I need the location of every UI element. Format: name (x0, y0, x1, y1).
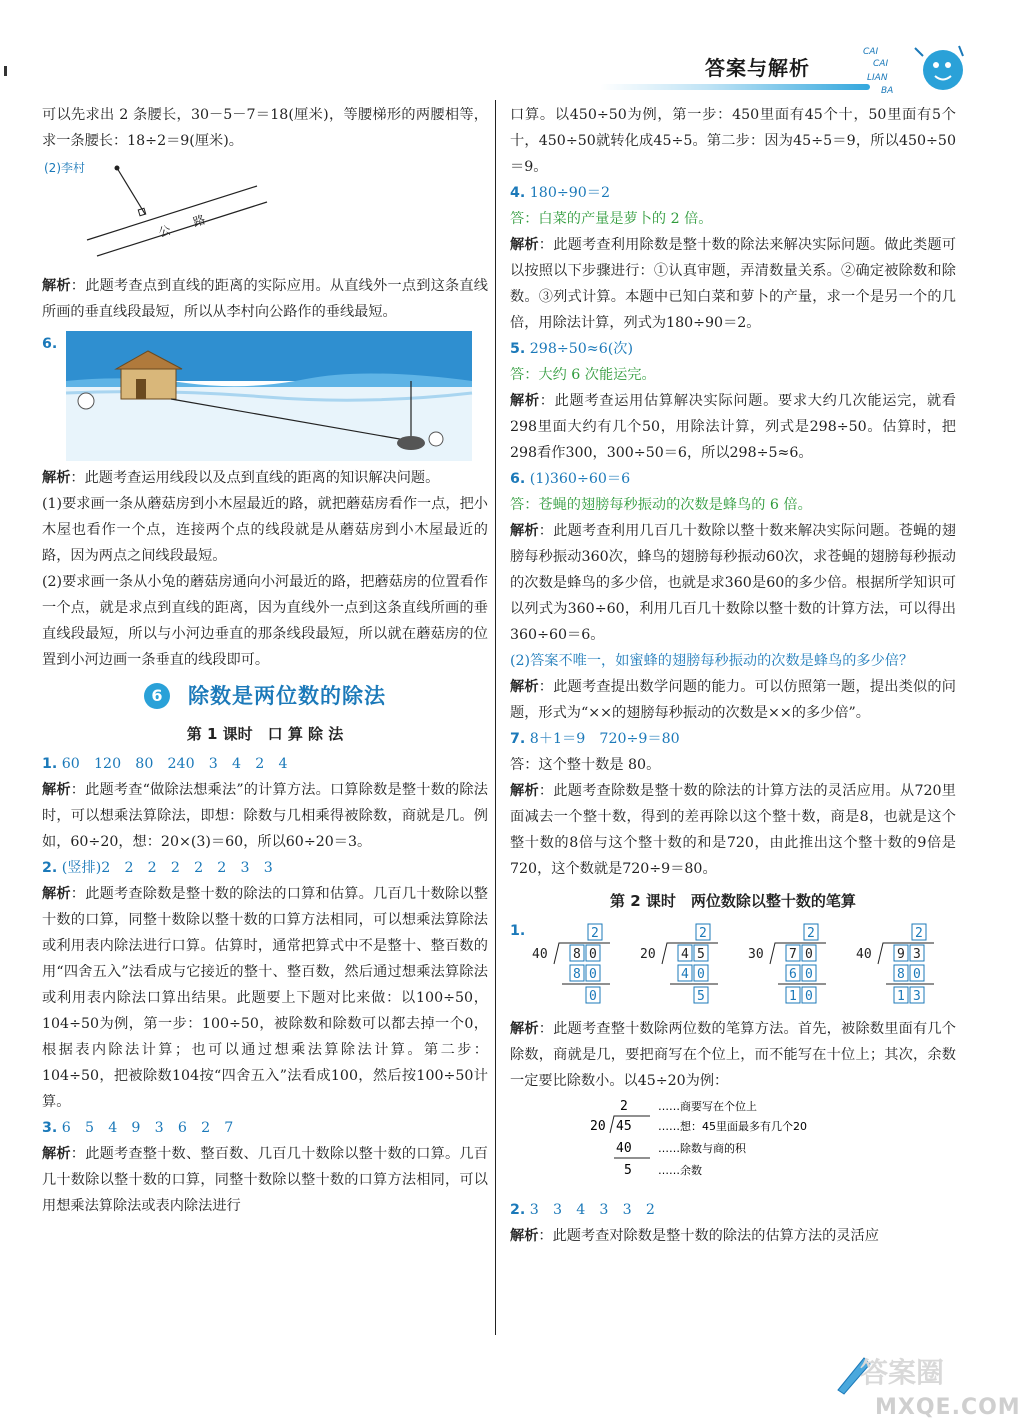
header-line (600, 84, 870, 90)
divisor: 20 (640, 947, 656, 962)
explain-text: ：此题考查运用估算解决实际问题。要求大约几次能运完，就看298里面大约有几个50，用除法计算，列式是298÷50。估算时，把298看作300，300÷50＝6，所以298÷5≈6。 (510, 393, 956, 461)
example-note-q: ……商要写在个位上 (658, 1100, 757, 1113)
product-ones: 0 (913, 967, 921, 982)
lesson-title-2: 第 2 课时 两位数除以整十数的笔算 (610, 892, 856, 910)
answer-4-statement: 答：白菜的产量是萝卜的 2 倍。 (510, 211, 713, 227)
dividend-tens: 7 (789, 947, 797, 962)
explain-a7 (510, 778, 956, 882)
product-tens: 8 (573, 967, 581, 982)
product-tens: 4 (681, 967, 689, 982)
answer-7 (510, 726, 956, 752)
question-number: 6. (510, 471, 526, 487)
explain-a3 (42, 1141, 488, 1219)
explain-label: 解析 (42, 782, 71, 798)
svg-text:BA: BA (881, 86, 894, 96)
answer-text: 298÷50≈6(次) (529, 341, 633, 357)
answer-6-statement: 答：苍蝇的翅膀每秒振动的次数是蜂鸟的 6 倍。 (510, 497, 812, 513)
explain-text: ：此题考查整十数、整百数、几百几十数除以整十数的口算。几百几十数除以整十数的口算，同整十数除以整十数的口算方法相同，可以用想乘法算除法或表内除法进行 (42, 1146, 488, 1214)
column-divider (495, 100, 496, 1335)
explain-text: ：此题考查运用线段以及点到直线的距离的知识解决问题。 (70, 470, 440, 486)
q6-figure-block (42, 331, 488, 461)
long-division-1 (532, 922, 622, 1008)
answer-text: 60 120 80 240 3 4 2 4 (61, 756, 288, 772)
right-para-1: 口算。以450÷50为例，第一步：450里面有45个十，50里面有5个十，450÷50就转化成45÷5。第二步：因为45÷5＝9，所以450÷50＝9。 (510, 107, 956, 175)
explain-label: 解析 (42, 278, 71, 294)
left-explain-1 (42, 273, 488, 325)
example-note-d: ……想：45里面最多有几个20 (658, 1120, 807, 1133)
quotient: 2 (915, 926, 923, 941)
answer-text: 6 5 4 9 3 6 2 7 (61, 1120, 234, 1136)
product-tens: 8 (897, 967, 905, 982)
question-number: 1. (510, 923, 526, 939)
divisor: 40 (856, 947, 872, 962)
village-road-figure (42, 158, 488, 267)
explain-label: 解析 (510, 783, 539, 799)
example-note-r: ……余数 (658, 1164, 702, 1177)
answer-text: 3 3 4 3 3 2 (529, 1202, 655, 1218)
answer-1 (42, 751, 488, 777)
product-ones: 0 (589, 967, 597, 982)
answer-6 (510, 466, 956, 492)
divisor: 30 (748, 947, 764, 962)
remainder-tens: 1 (789, 989, 797, 1004)
explain-text: ：此题考查对除数是整十数的除法的估算方法的灵活应 (538, 1228, 879, 1244)
question-number: 2. (510, 1202, 526, 1218)
answer-5-statement: 答：大约 6 次能运完。 (510, 367, 656, 383)
watermark-logo: 答案圈 (860, 1356, 945, 1389)
section-title: 除数是两位数的除法 (188, 684, 386, 708)
dividend-tens: 4 (681, 947, 689, 962)
remainder-tens: 1 (897, 989, 905, 1004)
explain-text: ：此题考查“做除法想乘法”的计算方法。口算除数是整十数的除法时，可以想乘法算除法，即想：除数与几相乘得被除数，商就是几。例如，60÷20，想：20×(3)＝60，所以60÷20＝3。 (42, 782, 488, 850)
explain-label: 解析 (42, 1146, 71, 1162)
long-division-4 (856, 922, 946, 1008)
dividend-ones: 0 (589, 947, 597, 962)
example-note-p: ……除数与商的积 (658, 1142, 746, 1155)
remainder-ones: 3 (913, 989, 921, 1004)
quotient: 2 (591, 926, 599, 941)
example-product: 40 (616, 1141, 632, 1156)
explain-text: ：此题考查利用除数是整十数的除法来解决实际问题。做此类题可以按照以下步骤进行：①认真审题，弄清数量关系。②确定被除数和除数。③列式计算。本题中已知白菜和萝卜的产量，求一个是另一个的几倍，用除法计算，列式为180÷90＝2。 (510, 237, 956, 331)
long-division-2 (640, 922, 730, 1008)
left-column (42, 102, 488, 1219)
explain-text: ：此题考查除数是整十数的除法的口算和估算。几百几十数除以整十数的口算，同整十数除以整十数的口算方法相同，可以想乘法算除法或利用表内除法进行口算。估算时，通常把算式中不是整十、整百数的用“四舍五入”法看成与它接近的整十、整百数，然后通过想乘法算除法或利用表内除法口算出结果。此题要上下题对比来做：以100÷50，104÷50为例，第一步：100÷50，被除数和除数可以都去掉一个0，根据表内除法计算；也可以通过想乘法算除法计算。第二步：104÷50，把被除数104按“四舍五入”法看成100，然后按100÷50计算。 (42, 886, 488, 1110)
left-para-4: (1)要求画一条从蘑菇房到小木屋最近的路，就把蘑菇房看作一点，把小木屋也看作一个点，连接两个点的线段就是从蘑菇房到小木屋最近的路，因为两点之间线段最短。 (42, 496, 488, 564)
explain-text: ：此题考查整十数除两位数的笔算方法。首先，被除数里面有几个除数，商就是几，要把商写在个位上，而不能写在十位上；其次，余数一定要比除数小。以45÷20为例： (510, 1021, 956, 1089)
dividend-tens: 8 (573, 947, 581, 962)
answer-4 (510, 180, 956, 206)
answer-5 (510, 336, 956, 362)
question-number: 3. (42, 1120, 58, 1136)
answer-7-statement: 答：这个整十数是 80。 (510, 757, 661, 773)
question-number: 1. (42, 756, 58, 772)
remainder-ones: 0 (805, 989, 813, 1004)
answer-text: 180÷90＝2 (529, 185, 611, 201)
explain-text: ：此题考查提出数学问题的能力。可以仿照第一题，提出类似的问题，形式为“××的翅膀每秒振动的次数是××的多少倍”。 (510, 679, 956, 721)
left-explain-2 (42, 465, 488, 491)
explain-text: ：此题考查点到直线的距离的实际应用。从直线外一点到这条直线所画的垂直线段最短，所以从李村向公路作的垂线最短。 (42, 278, 488, 320)
road-label: 公 路 (156, 212, 207, 240)
svg-text:CAI: CAI (873, 59, 889, 69)
explain-a6b (510, 674, 956, 726)
product-ones: 0 (697, 967, 705, 982)
left-para-1: 可以先求出 2 条腰长，30－5－7＝18(厘米)，等腰梯形的两腰相等，求一条腰长：18÷2＝9(厘米)。 (42, 107, 488, 149)
explain-label: 解析 (510, 679, 539, 695)
division-example-diagram (590, 1096, 890, 1184)
right-column (510, 102, 956, 1249)
answer-2 (42, 855, 488, 881)
example-dividend: 45 (616, 1119, 632, 1134)
svg-text:LIAN: LIAN (867, 73, 888, 83)
svg-text:CAI: CAI (863, 47, 879, 57)
product-tens: 6 (789, 967, 797, 982)
long-division-row (510, 918, 956, 1016)
question-number: 2. (42, 860, 58, 876)
divisor: 40 (532, 947, 548, 962)
answer-b2 (510, 1197, 956, 1223)
question-number: 5. (510, 341, 526, 357)
left-para-5: (2)要求画一条从小兔的蘑菇房通向小河最近的路，把蘑菇房的位置看作一个点，就是求点到直线的距离，因为直线外一点到这条直线所画的垂直线段最短，所以与小河边垂直的那条线段最短，所以就在蘑菇房的位置到小河边画一条垂直的线段即可。 (42, 574, 488, 668)
header-title: 答案与解析 (705, 56, 810, 80)
answer-text: (竖排)2 2 2 2 2 2 3 3 (61, 860, 273, 876)
question-number: 7. (510, 731, 526, 747)
explain-a1 (42, 777, 488, 855)
explain-label: 解析 (510, 1228, 539, 1244)
quotient: 2 (807, 926, 815, 941)
explain-label: 解析 (510, 393, 540, 409)
dividend-tens: 9 (897, 947, 905, 962)
explain-text: ：此题考查利用几百几十数除以整十数来解决实际问题。苍蝇的翅膀每秒振动360次，蜂鸟的翅膀每秒振动60次，求苍蝇的翅膀每秒振动的次数是蜂鸟的多少倍，也就是求360是60的多少倍。根据所学知识可以列式为360÷60，利用几百几十数除以整十数的计算方法，可以得出360÷60＝6。 (510, 523, 956, 643)
explain-a6 (510, 518, 956, 648)
explain-label: 解析 (510, 523, 539, 539)
section-heading (42, 683, 488, 717)
answer-text: 8＋1＝9 720÷9＝80 (529, 731, 680, 747)
division-example (590, 1096, 956, 1191)
remainder: 5 (697, 989, 705, 1004)
dividend-ones: 3 (913, 947, 921, 962)
question-number: 4. (510, 185, 526, 201)
example-remainder: 5 (624, 1163, 632, 1178)
long-division-list (532, 922, 956, 1008)
corner-mark (4, 66, 7, 76)
quotient: 2 (699, 926, 707, 941)
explain-b2 (510, 1223, 956, 1249)
watermark-url: MXQE.COM (875, 1395, 1021, 1420)
mascot-logo-icon (855, 38, 965, 103)
explain-label: 解析 (510, 237, 539, 253)
river-house-illustration-icon (66, 331, 472, 461)
example-divisor: 20 (590, 1119, 606, 1134)
village-label: (2)李村 (44, 161, 85, 175)
road-diagram-icon (42, 158, 342, 258)
section-number-badge: 6 (144, 683, 170, 709)
dividend-ones: 0 (805, 947, 813, 962)
explain-label: 解析 (42, 470, 71, 486)
lesson-title: 第 1 课时 口 算 除 法 (186, 725, 344, 743)
remainder: 0 (589, 989, 597, 1004)
question-number: 6. (42, 336, 58, 352)
explain-a2 (42, 881, 488, 1115)
explain-a4 (510, 232, 956, 336)
product-ones: 0 (805, 967, 813, 982)
explain-text: ：此题考查除数是整十数的除法的计算方法的灵活应用。从720里面减去一个整十数，得到的差再除以这个整十数，商是8，也就是这个整十数的8倍与这个整十数的和是720，由此推出这个整十数的9倍是720，这个数就是720÷9＝80。 (510, 783, 956, 877)
long-division-3 (748, 922, 838, 1008)
explain-a5 (510, 388, 956, 466)
explain-b1 (510, 1016, 956, 1094)
answer-text: (1)360÷60＝6 (529, 471, 631, 487)
answer-6b: (2)答案不唯一，如蜜蜂的翅膀每秒振动的次数是蜂鸟的多少倍？ (510, 653, 914, 669)
example-quotient: 2 (620, 1099, 628, 1114)
explain-label: 解析 (510, 1021, 539, 1037)
explain-label: 解析 (42, 886, 71, 902)
page-header (0, 0, 1000, 110)
answer-3 (42, 1115, 488, 1141)
dividend-ones: 5 (697, 947, 705, 962)
